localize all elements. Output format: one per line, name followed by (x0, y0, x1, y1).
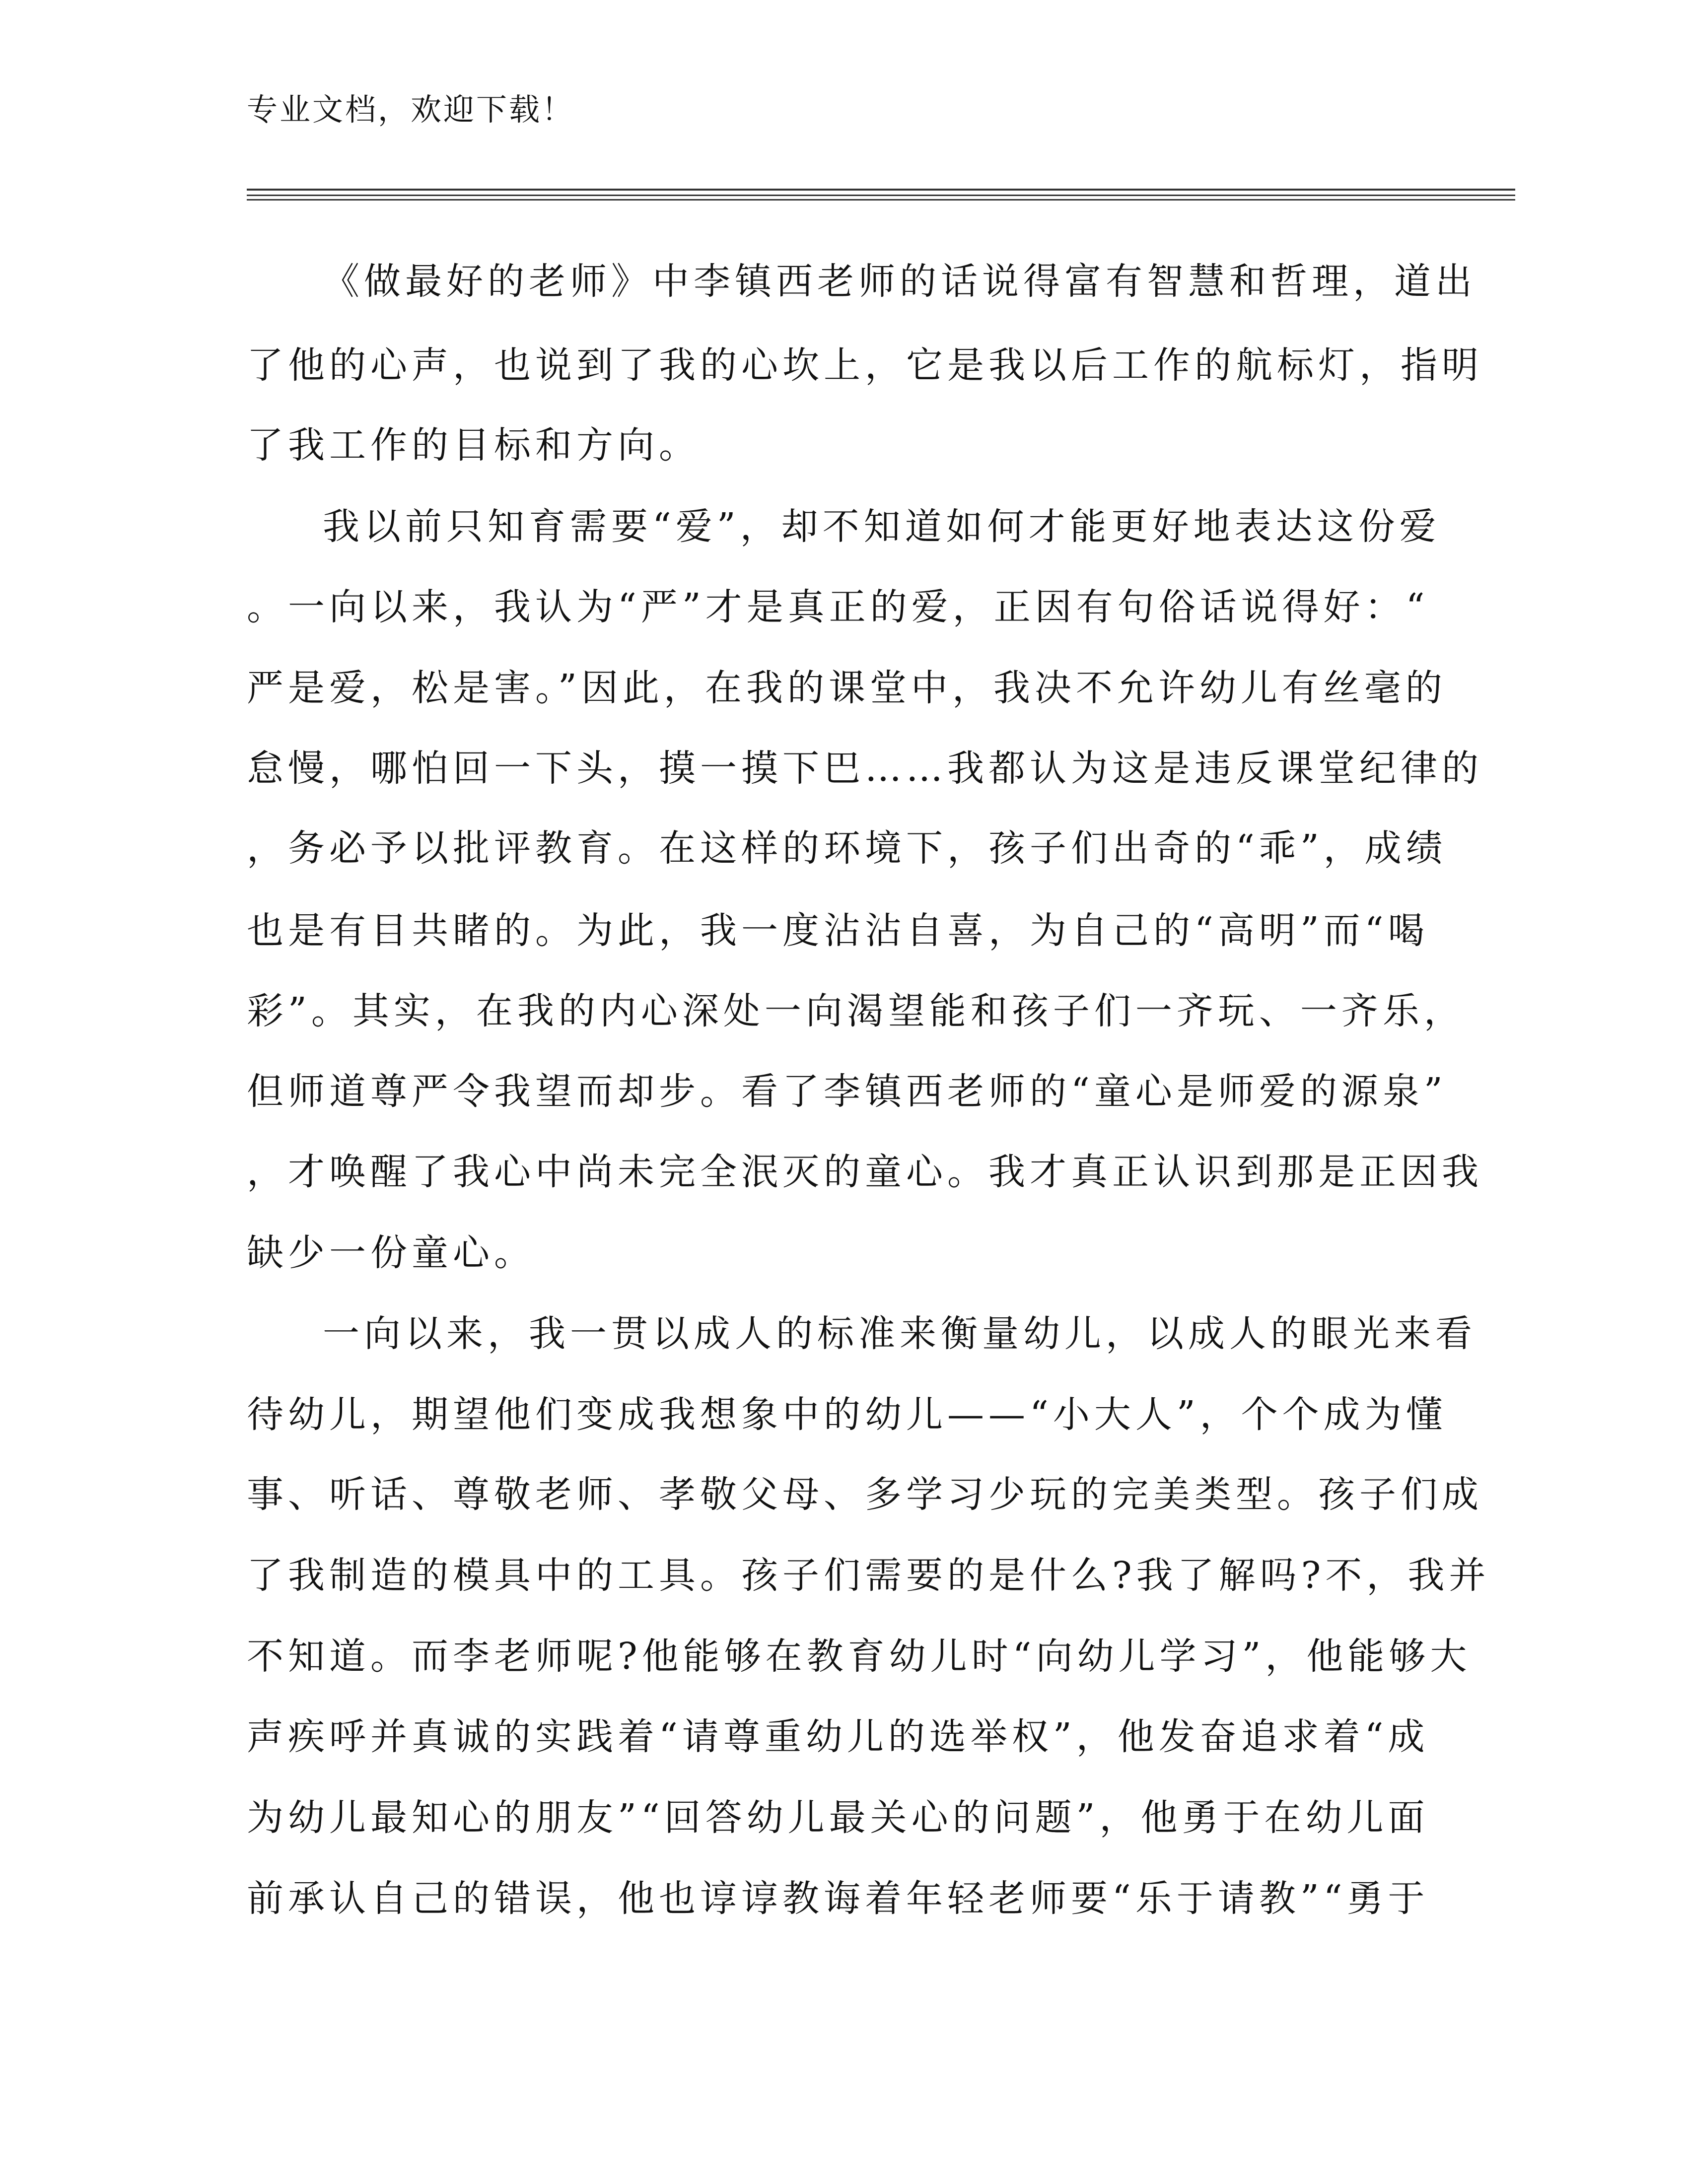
body-line: 也是有目共睹的。为此，我一度沾沾自喜，为自己的“高明”而“喝 (247, 909, 1429, 952)
body-line: 了我工作的目标和方向。 (247, 424, 700, 467)
header-rule-top (247, 189, 1515, 191)
body-line: 声疾呼并真诚的实践着“请尊重幼儿的选举权”，他发奋追求着“成 (247, 1715, 1429, 1758)
body-line: 为幼儿最知心的朋友”“回答幼儿最关心的问题”，他勇于在幼儿面 (247, 1796, 1429, 1839)
body-line: ，才唤醒了我心中尚未完全泯灭的童心。我才真正认识到那是正因我 (247, 1151, 1483, 1193)
body-line: 了我制造的模具中的工具。孩子们需要的是什么?我了解吗?不，我并 (247, 1554, 1490, 1597)
body-line: 《做最好的老师》中李镇西老师的话说得富有智慧和哲理，道出 (323, 260, 1477, 303)
page-header-text: 专业文档，欢迎下载！ (247, 91, 575, 128)
body-line: ，务必予以批评教育。在这样的环境下，孩子们出奇的“乖”，成绩 (247, 827, 1447, 870)
body-line: 了他的心声，也说到了我的心坎上，它是我以后工作的航标灯，指明 (247, 344, 1483, 387)
body-line: 前承认自己的错误，他也谆谆教诲着年轻老师要“乐于请教”“勇于 (247, 1877, 1429, 1920)
body-line: 事、听话、尊敬老师、孝敬父母、多学习少玩的完美类型。孩子们成 (247, 1473, 1483, 1516)
body-line: 严是爱，松是害。”因此，在我的课堂中，我决不允许幼儿有丝毫的 (247, 667, 1447, 709)
body-line: 怠慢，哪怕回一下头，摸一摸下巴……我都认为这是违反课堂纪律的 (247, 747, 1483, 790)
header-rule-bottom (247, 199, 1515, 201)
body-line: 不知道。而李老师呢?他能够在教育幼儿时“向幼儿学习”，他能够大 (247, 1635, 1472, 1678)
body-line: 我以前只知育需要“爱”，却不知道如何才能更好地表达这份爱 (323, 505, 1441, 548)
header-rule-middle (247, 195, 1515, 196)
body-line: 待幼儿，期望他们变成我想象中的幼儿——“小大人”，个个成为懂 (247, 1393, 1447, 1436)
body-line: 一向以来，我一贯以成人的标准来衡量幼儿，以成人的眼光来看 (323, 1312, 1477, 1355)
body-line: 。一向以来，我认为“严”才是真正的爱，正因有句俗话说得好：“ (247, 586, 1429, 628)
body-line: 缺少一份童心。 (247, 1231, 535, 1274)
body-line: 彩”。其实，在我的内心深处一向渴望能和孩子们一齐玩、一齐乐， (247, 990, 1465, 1032)
body-line: 但师道尊严令我望而却步。看了李镇西老师的“童心是师爱的源泉” (247, 1070, 1447, 1113)
